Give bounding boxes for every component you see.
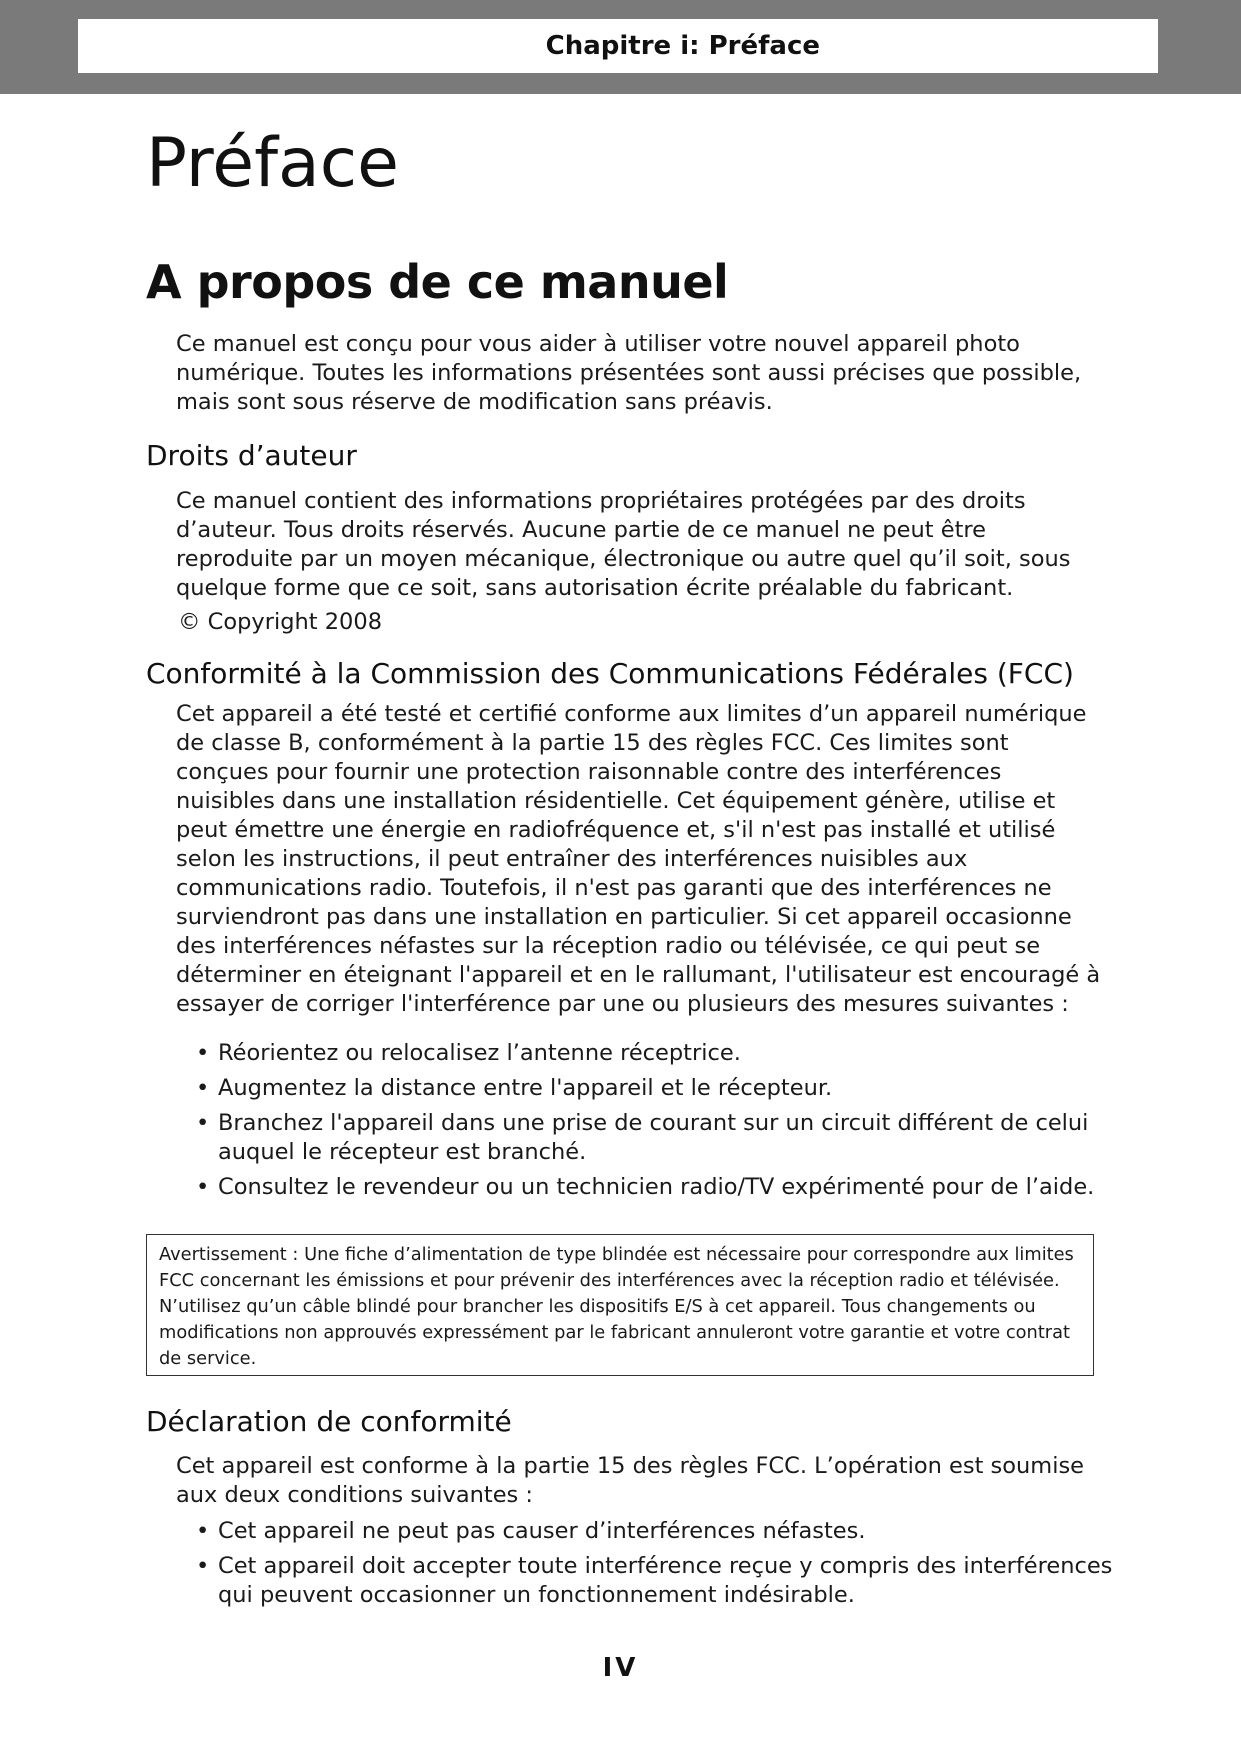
section-title: A propos de ce manuel <box>146 255 729 309</box>
list-item: • Augmentez la distance entre l'appareil et le récepteur. <box>190 1074 1120 1103</box>
fcc-measures-list <box>190 1039 1120 1208</box>
fcc-paragraph: Cet appareil a été testé et certifié conforme aux limites d’un appareil numérique de classe B, conformément à la partie 15 des règles FCC. Ces limites sont conçues pour fournir une protection raisonnable contre des interférences nuisibles dans une installation résidentielle. Cet équipement génère, utilise et peut émettre une énergie en radiofréquence et, s'il n'est pas installé et utilisé selon les instructions, il peut entraîner des interférences nuisibles aux communications radio. Toutefois, il n'est pas garanti que des interférences ne surviendront pas dans une installation en particulier. Si cet appareil occasionne des interférences néfastes sur la réception radio ou télévisée, ce qui peut se déterminer en éteignant l'appareil et en le rallumant, l'utilisateur est encouragé à essayer de corriger l'interférence par une ou plusieurs des mesures suivantes : <box>176 701 1101 1017</box>
list-item: • Cet appareil ne peut pas causer d’interférences néfastes. <box>190 1517 1120 1546</box>
copyright-heading: Droits d’auteur <box>146 439 357 472</box>
copyright-notice: © Copyright 2008 <box>178 609 383 635</box>
list-item: • Consultez le revendeur ou un technicien radio/TV expérimenté pour de l’aide. <box>190 1173 1120 1202</box>
page-title: Préface <box>146 124 399 203</box>
list-item: • Branchez l'appareil dans une prise de courant sur un circuit différent de celui auquel le récepteur est branché. <box>190 1109 1120 1167</box>
list-item: • Réorientez ou relocalisez l’antenne réceptrice. <box>190 1039 1120 1068</box>
chapter-header-band <box>0 0 1241 94</box>
chapter-header: Chapitre i: Préface <box>78 19 1158 73</box>
declaration-heading: Déclaration de conformité <box>146 1405 512 1438</box>
list-item: • Cet appareil doit accepter toute interférence reçue y compris des interférences qui peuvent occasionner un fonctionnement indésirable. <box>190 1552 1120 1610</box>
page-number: IV <box>602 1653 639 1683</box>
declaration-conditions-list <box>190 1517 1120 1616</box>
warning-box: Avertissement : Une fiche d’alimentation de type blindée est nécessaire pour correspondre aux limites FCC concernant les émissions et pour prévenir des interférences avec la réception radio et télévisée. N’utilisez qu’un câble blindé pour brancher les dispositifs E/S à cet appareil. Tous changements ou modifications non approuvés expressément par le fabricant annuleront votre garantie et votre contrat de service. <box>146 1234 1094 1376</box>
copyright-paragraph: Ce manuel contient des informations propriétaires protégées par des droits d’auteur. Tous droits réservés. Aucune partie de ce manuel ne peut être reproduite par un moyen mécanique, électronique ou autre quel qu’il soit, sous quelque forme que ce soit, sans autorisation écrite préalable du fabricant. <box>176 488 1071 601</box>
intro-paragraph: Ce manuel est conçu pour vous aider à utiliser votre nouvel appareil photo numérique. Toutes les informations présentées sont aussi précises que possible, mais sont sous réserve de modification sans préavis. <box>176 331 1082 415</box>
declaration-paragraph: Cet appareil est conforme à la partie 15 des règles FCC. L’opération est soumise aux deux conditions suivantes : <box>176 1453 1085 1508</box>
fcc-heading: Conformité à la Commission des Communications Fédérales (FCC) <box>146 657 1074 690</box>
